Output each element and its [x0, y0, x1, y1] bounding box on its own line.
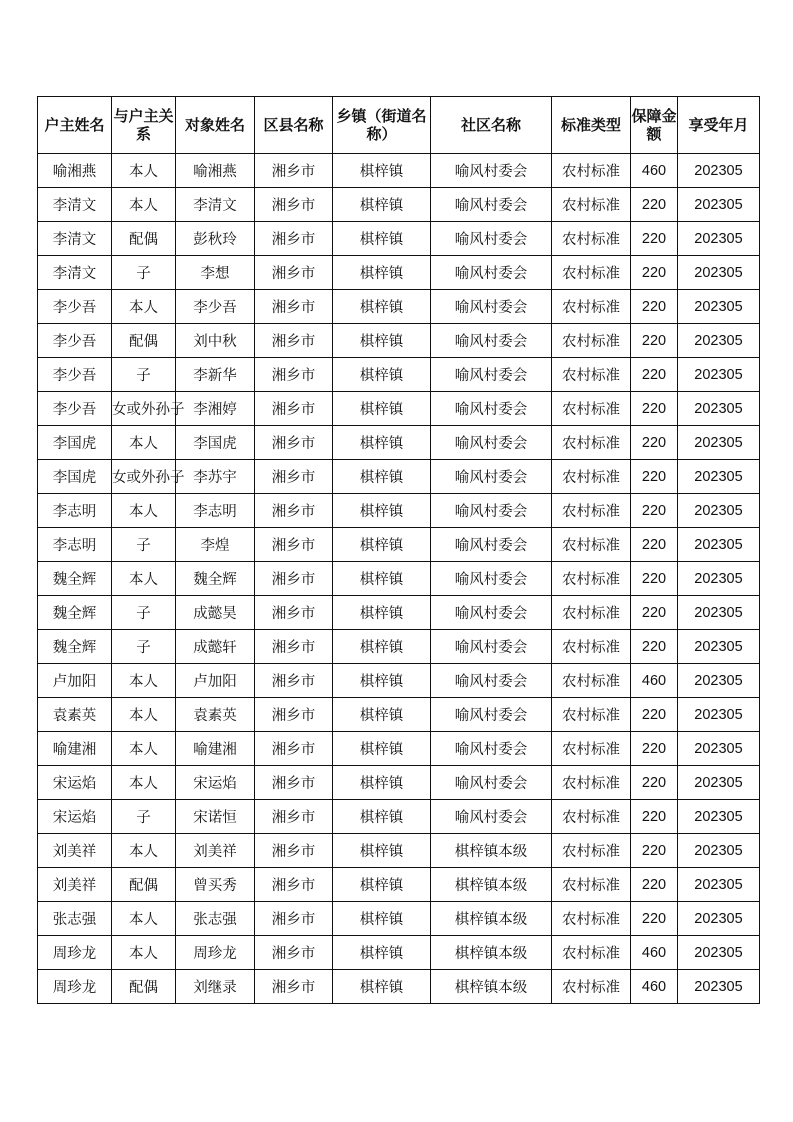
assistance-roster-table: [37, 96, 760, 1004]
table-row: [38, 392, 760, 426]
header-household-head: 户主姓名: [38, 97, 112, 154]
cell-township: 棋梓镇: [333, 766, 431, 800]
cell-community: 棋梓镇本级: [431, 834, 552, 868]
cell-township: 棋梓镇: [333, 154, 431, 188]
cell-relationship: 本人: [112, 732, 176, 766]
cell-county: 湘乡市: [255, 154, 333, 188]
cell-amount: 460: [631, 970, 678, 1004]
cell-month: 202305: [678, 902, 760, 936]
cell-community: 喻风村委会: [431, 188, 552, 222]
cell-amount: 220: [631, 290, 678, 324]
table-row: [38, 800, 760, 834]
cell-month: 202305: [678, 834, 760, 868]
cell-month: 202305: [678, 528, 760, 562]
cell-amount: 220: [631, 834, 678, 868]
cell-household-head: 李少吾: [38, 392, 112, 426]
cell-household-head: 李国虎: [38, 426, 112, 460]
cell-standard-type: 农村标准: [552, 494, 631, 528]
cell-household-head: 刘美祥: [38, 834, 112, 868]
cell-community: 喻风村委会: [431, 460, 552, 494]
table-row: [38, 596, 760, 630]
table-header: [38, 97, 760, 154]
cell-relationship: 本人: [112, 766, 176, 800]
cell-standard-type: 农村标准: [552, 562, 631, 596]
cell-community: 喻风村委会: [431, 562, 552, 596]
header-row: [38, 97, 760, 154]
cell-county: 湘乡市: [255, 970, 333, 1004]
cell-standard-type: 农村标准: [552, 324, 631, 358]
cell-amount: 220: [631, 902, 678, 936]
table-row: [38, 970, 760, 1004]
cell-month: 202305: [678, 766, 760, 800]
cell-county: 湘乡市: [255, 630, 333, 664]
cell-month: 202305: [678, 596, 760, 630]
cell-recipient-name: 卢加阳: [176, 664, 255, 698]
cell-standard-type: 农村标准: [552, 528, 631, 562]
cell-household-head: 李志明: [38, 528, 112, 562]
cell-household-head: 魏全辉: [38, 630, 112, 664]
cell-standard-type: 农村标准: [552, 630, 631, 664]
cell-standard-type: 农村标准: [552, 698, 631, 732]
cell-county: 湘乡市: [255, 188, 333, 222]
cell-county: 湘乡市: [255, 528, 333, 562]
cell-standard-type: 农村标准: [552, 392, 631, 426]
table-row: [38, 868, 760, 902]
cell-township: 棋梓镇: [333, 902, 431, 936]
cell-amount: 220: [631, 188, 678, 222]
cell-standard-type: 农村标准: [552, 290, 631, 324]
cell-recipient-name: 李湘婷: [176, 392, 255, 426]
cell-recipient-name: 彭秋玲: [176, 222, 255, 256]
cell-relationship: 子: [112, 358, 176, 392]
cell-community: 喻风村委会: [431, 732, 552, 766]
cell-recipient-name: 喻湘燕: [176, 154, 255, 188]
cell-community: 喻风村委会: [431, 664, 552, 698]
cell-county: 湘乡市: [255, 732, 333, 766]
cell-amount: 220: [631, 392, 678, 426]
cell-amount: 220: [631, 528, 678, 562]
cell-community: 喻风村委会: [431, 154, 552, 188]
cell-month: 202305: [678, 800, 760, 834]
table-row: [38, 256, 760, 290]
cell-recipient-name: 刘中秋: [176, 324, 255, 358]
cell-amount: 220: [631, 222, 678, 256]
cell-community: 喻风村委会: [431, 256, 552, 290]
cell-township: 棋梓镇: [333, 630, 431, 664]
cell-recipient-name: 李国虎: [176, 426, 255, 460]
cell-community: 棋梓镇本级: [431, 936, 552, 970]
header-amount: 保障金额: [631, 97, 678, 154]
cell-household-head: 宋运焰: [38, 800, 112, 834]
cell-relationship: 本人: [112, 698, 176, 732]
cell-household-head: 李少吾: [38, 290, 112, 324]
cell-relationship: 子: [112, 630, 176, 664]
cell-county: 湘乡市: [255, 324, 333, 358]
table-row: [38, 222, 760, 256]
table-row: [38, 528, 760, 562]
cell-recipient-name: 李清文: [176, 188, 255, 222]
cell-relationship: 配偶: [112, 222, 176, 256]
cell-household-head: 卢加阳: [38, 664, 112, 698]
cell-amount: 460: [631, 664, 678, 698]
table-row: [38, 154, 760, 188]
table-row: [38, 732, 760, 766]
cell-township: 棋梓镇: [333, 936, 431, 970]
cell-county: 湘乡市: [255, 766, 333, 800]
cell-relationship: 本人: [112, 834, 176, 868]
cell-county: 湘乡市: [255, 664, 333, 698]
cell-relationship: 子: [112, 256, 176, 290]
cell-standard-type: 农村标准: [552, 256, 631, 290]
table-row: [38, 358, 760, 392]
cell-month: 202305: [678, 392, 760, 426]
cell-community: 喻风村委会: [431, 698, 552, 732]
cell-standard-type: 农村标准: [552, 426, 631, 460]
table-row: [38, 766, 760, 800]
cell-relationship: 配偶: [112, 970, 176, 1004]
cell-recipient-name: 李志明: [176, 494, 255, 528]
cell-relationship: 本人: [112, 290, 176, 324]
cell-household-head: 周珍龙: [38, 936, 112, 970]
cell-recipient-name: 李想: [176, 256, 255, 290]
cell-community: 喻风村委会: [431, 426, 552, 460]
cell-relationship: 子: [112, 800, 176, 834]
cell-county: 湘乡市: [255, 596, 333, 630]
cell-township: 棋梓镇: [333, 868, 431, 902]
cell-amount: 220: [631, 494, 678, 528]
cell-county: 湘乡市: [255, 902, 333, 936]
header-recipient-name: 对象姓名: [176, 97, 255, 154]
cell-month: 202305: [678, 460, 760, 494]
cell-standard-type: 农村标准: [552, 868, 631, 902]
table-row: [38, 902, 760, 936]
cell-standard-type: 农村标准: [552, 460, 631, 494]
cell-county: 湘乡市: [255, 936, 333, 970]
cell-relationship: 本人: [112, 188, 176, 222]
header-month: 享受年月: [678, 97, 760, 154]
cell-household-head: 李志明: [38, 494, 112, 528]
cell-county: 湘乡市: [255, 222, 333, 256]
header-relationship: 与户主关系: [112, 97, 176, 154]
cell-township: 棋梓镇: [333, 970, 431, 1004]
cell-recipient-name: 喻建湘: [176, 732, 255, 766]
cell-standard-type: 农村标准: [552, 188, 631, 222]
cell-household-head: 李清文: [38, 188, 112, 222]
header-community: 社区名称: [431, 97, 552, 154]
cell-amount: 220: [631, 868, 678, 902]
cell-township: 棋梓镇: [333, 800, 431, 834]
cell-month: 202305: [678, 732, 760, 766]
cell-community: 喻风村委会: [431, 290, 552, 324]
cell-amount: 220: [631, 426, 678, 460]
cell-county: 湘乡市: [255, 460, 333, 494]
cell-community: 喻风村委会: [431, 596, 552, 630]
cell-county: 湘乡市: [255, 358, 333, 392]
cell-amount: 220: [631, 630, 678, 664]
cell-community: 喻风村委会: [431, 766, 552, 800]
cell-household-head: 张志强: [38, 902, 112, 936]
cell-relationship: 配偶: [112, 868, 176, 902]
cell-month: 202305: [678, 426, 760, 460]
table-body: [38, 154, 760, 1004]
cell-relationship: 本人: [112, 936, 176, 970]
cell-recipient-name: 成懿昊: [176, 596, 255, 630]
cell-standard-type: 农村标准: [552, 970, 631, 1004]
cell-recipient-name: 李苏宇: [176, 460, 255, 494]
cell-township: 棋梓镇: [333, 188, 431, 222]
cell-household-head: 李清文: [38, 222, 112, 256]
cell-month: 202305: [678, 154, 760, 188]
cell-township: 棋梓镇: [333, 358, 431, 392]
cell-county: 湘乡市: [255, 256, 333, 290]
cell-township: 棋梓镇: [333, 256, 431, 290]
cell-month: 202305: [678, 698, 760, 732]
cell-household-head: 宋运焰: [38, 766, 112, 800]
table-row: [38, 562, 760, 596]
cell-standard-type: 农村标准: [552, 222, 631, 256]
cell-township: 棋梓镇: [333, 664, 431, 698]
cell-community: 喻风村委会: [431, 324, 552, 358]
cell-household-head: 李清文: [38, 256, 112, 290]
cell-month: 202305: [678, 324, 760, 358]
cell-household-head: 魏全辉: [38, 562, 112, 596]
cell-recipient-name: 李新华: [176, 358, 255, 392]
cell-standard-type: 农村标准: [552, 800, 631, 834]
cell-standard-type: 农村标准: [552, 664, 631, 698]
cell-amount: 220: [631, 324, 678, 358]
cell-relationship: 子: [112, 596, 176, 630]
cell-amount: 220: [631, 460, 678, 494]
cell-recipient-name: 张志强: [176, 902, 255, 936]
cell-county: 湘乡市: [255, 800, 333, 834]
cell-amount: 220: [631, 256, 678, 290]
cell-community: 喻风村委会: [431, 630, 552, 664]
cell-community: 喻风村委会: [431, 494, 552, 528]
cell-relationship: 本人: [112, 664, 176, 698]
cell-standard-type: 农村标准: [552, 834, 631, 868]
table-row: [38, 188, 760, 222]
table-row: [38, 936, 760, 970]
cell-amount: 460: [631, 154, 678, 188]
cell-township: 棋梓镇: [333, 494, 431, 528]
cell-household-head: 李少吾: [38, 324, 112, 358]
cell-county: 湘乡市: [255, 426, 333, 460]
cell-community: 棋梓镇本级: [431, 902, 552, 936]
cell-county: 湘乡市: [255, 562, 333, 596]
cell-relationship: 女或外孙子: [112, 460, 176, 494]
cell-township: 棋梓镇: [333, 460, 431, 494]
header-standard-type: 标准类型: [552, 97, 631, 154]
cell-standard-type: 农村标准: [552, 154, 631, 188]
cell-township: 棋梓镇: [333, 324, 431, 358]
cell-community: 棋梓镇本级: [431, 868, 552, 902]
cell-recipient-name: 宋诺恒: [176, 800, 255, 834]
cell-county: 湘乡市: [255, 834, 333, 868]
cell-standard-type: 农村标准: [552, 766, 631, 800]
cell-household-head: 刘美祥: [38, 868, 112, 902]
cell-township: 棋梓镇: [333, 732, 431, 766]
cell-household-head: 袁素英: [38, 698, 112, 732]
table-row: [38, 834, 760, 868]
cell-month: 202305: [678, 222, 760, 256]
cell-township: 棋梓镇: [333, 290, 431, 324]
cell-amount: 220: [631, 358, 678, 392]
cell-township: 棋梓镇: [333, 222, 431, 256]
cell-month: 202305: [678, 868, 760, 902]
table-row: [38, 494, 760, 528]
cell-county: 湘乡市: [255, 868, 333, 902]
cell-recipient-name: 魏全辉: [176, 562, 255, 596]
cell-recipient-name: 曾买秀: [176, 868, 255, 902]
cell-standard-type: 农村标准: [552, 936, 631, 970]
cell-relationship: 配偶: [112, 324, 176, 358]
cell-month: 202305: [678, 494, 760, 528]
cell-month: 202305: [678, 936, 760, 970]
table-row: [38, 630, 760, 664]
assistance-roster-sheet: [37, 96, 759, 1004]
cell-household-head: 魏全辉: [38, 596, 112, 630]
table-row: [38, 426, 760, 460]
cell-relationship: 本人: [112, 562, 176, 596]
table-row: [38, 324, 760, 358]
cell-recipient-name: 刘继录: [176, 970, 255, 1004]
cell-month: 202305: [678, 630, 760, 664]
cell-amount: 220: [631, 766, 678, 800]
cell-township: 棋梓镇: [333, 698, 431, 732]
cell-month: 202305: [678, 290, 760, 324]
cell-amount: 220: [631, 596, 678, 630]
cell-township: 棋梓镇: [333, 528, 431, 562]
cell-household-head: 李国虎: [38, 460, 112, 494]
cell-amount: 460: [631, 936, 678, 970]
cell-month: 202305: [678, 664, 760, 698]
cell-standard-type: 农村标准: [552, 902, 631, 936]
cell-standard-type: 农村标准: [552, 596, 631, 630]
cell-township: 棋梓镇: [333, 596, 431, 630]
cell-relationship: 本人: [112, 426, 176, 460]
cell-recipient-name: 成懿轩: [176, 630, 255, 664]
cell-recipient-name: 袁素英: [176, 698, 255, 732]
cell-community: 喻风村委会: [431, 358, 552, 392]
cell-amount: 220: [631, 732, 678, 766]
cell-relationship: 本人: [112, 494, 176, 528]
cell-month: 202305: [678, 562, 760, 596]
table-row: [38, 290, 760, 324]
cell-county: 湘乡市: [255, 290, 333, 324]
cell-household-head: 李少吾: [38, 358, 112, 392]
cell-township: 棋梓镇: [333, 392, 431, 426]
cell-amount: 220: [631, 800, 678, 834]
cell-relationship: 本人: [112, 154, 176, 188]
cell-month: 202305: [678, 970, 760, 1004]
cell-county: 湘乡市: [255, 698, 333, 732]
cell-recipient-name: 周珍龙: [176, 936, 255, 970]
cell-recipient-name: 李煌: [176, 528, 255, 562]
cell-household-head: 周珍龙: [38, 970, 112, 1004]
header-township: 乡镇（街道名称）: [333, 97, 431, 154]
cell-recipient-name: 刘美祥: [176, 834, 255, 868]
cell-household-head: 喻建湘: [38, 732, 112, 766]
cell-month: 202305: [678, 188, 760, 222]
cell-county: 湘乡市: [255, 392, 333, 426]
table-row: [38, 664, 760, 698]
cell-amount: 220: [631, 698, 678, 732]
cell-relationship: 子: [112, 528, 176, 562]
cell-household-head: 喻湘燕: [38, 154, 112, 188]
cell-amount: 220: [631, 562, 678, 596]
cell-month: 202305: [678, 358, 760, 392]
table-row: [38, 460, 760, 494]
cell-relationship: 本人: [112, 902, 176, 936]
cell-community: 棋梓镇本级: [431, 970, 552, 1004]
cell-community: 喻风村委会: [431, 800, 552, 834]
cell-county: 湘乡市: [255, 494, 333, 528]
cell-recipient-name: 宋运焰: [176, 766, 255, 800]
cell-month: 202305: [678, 256, 760, 290]
header-county: 区县名称: [255, 97, 333, 154]
cell-community: 喻风村委会: [431, 392, 552, 426]
cell-standard-type: 农村标准: [552, 358, 631, 392]
cell-township: 棋梓镇: [333, 426, 431, 460]
cell-community: 喻风村委会: [431, 528, 552, 562]
table-row: [38, 698, 760, 732]
cell-township: 棋梓镇: [333, 562, 431, 596]
cell-township: 棋梓镇: [333, 834, 431, 868]
cell-relationship: 女或外孙子: [112, 392, 176, 426]
cell-community: 喻风村委会: [431, 222, 552, 256]
cell-standard-type: 农村标准: [552, 732, 631, 766]
cell-recipient-name: 李少吾: [176, 290, 255, 324]
